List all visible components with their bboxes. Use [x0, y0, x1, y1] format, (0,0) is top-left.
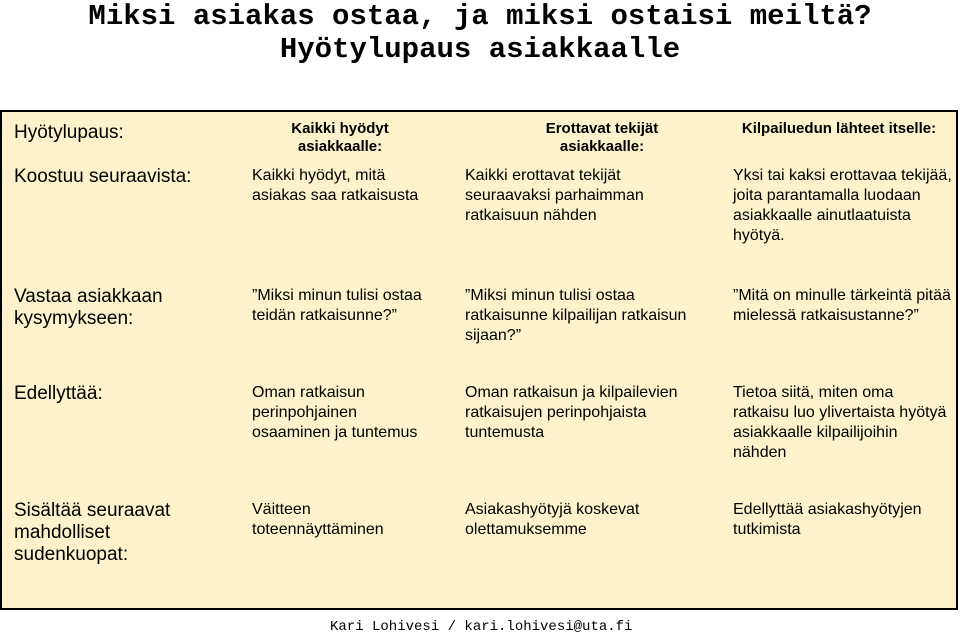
row-header-edellyttaa: Edellyttää:	[14, 383, 103, 404]
cell-vastaa-col2: ”Miksi minun tulisi ostaa ratkaisunne kilpailijan ratkaisun sijaan?”	[465, 287, 687, 344]
cell-edellyttaa-col2: Oman ratkaisun ja kilpailevien ratkaisujen perinpohjaista tuntemusta	[465, 384, 678, 441]
row-header-vastaa: Vastaa asiakkaan kysymykseen:	[14, 286, 163, 329]
title-line-1: Miksi asiakas ostaa, ja miksi ostaisi meiltä?	[88, 0, 872, 33]
column-header-kilpailuedun-lahteet: Kilpailuedun lähteet itselle:	[741, 120, 937, 137]
cell-sisaltaa-col2: Asiakashyötyjä koskevat olettamuksemme	[465, 501, 640, 538]
cell-edellyttaa-col1: Oman ratkaisun perinpohjainen osaaminen ja tuntemus	[252, 384, 418, 441]
row-header-hyotylupaus: Hyötylupaus:	[14, 122, 124, 143]
cell-edellyttaa-col3: Tietoa siitä, miten oma ratkaisu luo ylivertaista hyötyä asiakkaalle kilpailijoihin nähden	[733, 384, 947, 461]
cell-koostuu-col2: Kaikki erottavat tekijät seuraavaksi parhaimman ratkaisuun nähden	[465, 167, 644, 224]
value-proposition-table	[0, 110, 958, 610]
footer-author: Kari Lohivesi / kari.lohivesi@uta.fi	[330, 619, 633, 635]
row-header-sisaltaa: Sisältää seuraavat mahdolliset sudenkuopat:	[14, 500, 171, 565]
cell-vastaa-col3: ”Mitä on minulle tärkeintä pitää mielessä ratkaisustanne?”	[733, 287, 951, 324]
title-line-2: Hyötylupaus asiakkaalle	[279, 33, 681, 66]
column-header-erottavat-tekijat: Erottavat tekijät asiakkaalle:	[545, 120, 659, 155]
cell-sisaltaa-col1: Väitteen toteennäyttäminen	[252, 501, 384, 538]
row-header-koostuu: Koostuu seuraavista:	[14, 166, 192, 187]
cell-vastaa-col1: ”Miksi minun tulisi ostaa teidän ratkaisunne?”	[252, 287, 422, 324]
cell-koostuu-col3: Yksi tai kaksi erottavaa tekijää, joita parantamalla luodaan asiakkaalle ainutlaatuista hyötyä.	[733, 167, 952, 244]
column-header-kaikki-hyodyt: Kaikki hyödyt asiakkaalle:	[291, 120, 389, 155]
page-title	[0, 0, 960, 66]
cell-koostuu-col1: Kaikki hyödyt, mitä asiakas saa ratkaisusta	[252, 167, 419, 204]
cell-sisaltaa-col3: Edellyttää asiakashyötyjen tutkimista	[733, 501, 922, 538]
